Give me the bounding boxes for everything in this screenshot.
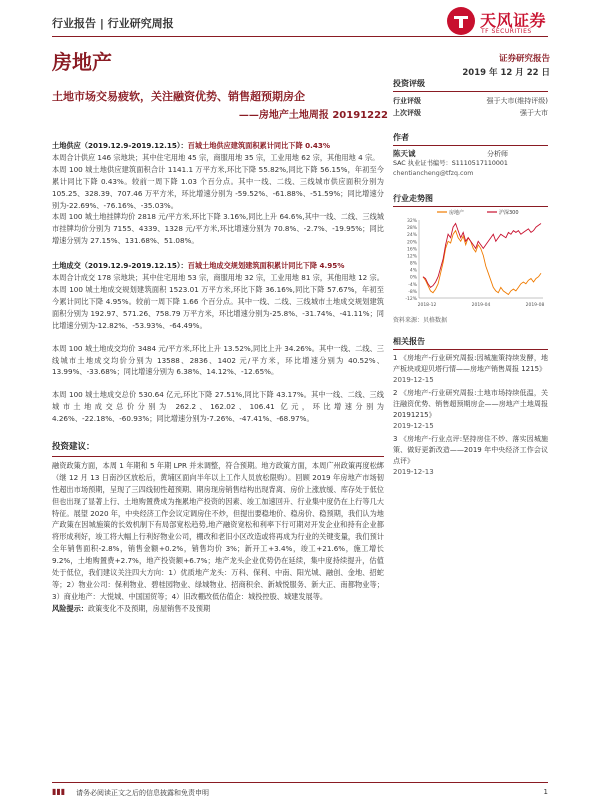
y-tick-label: 28% xyxy=(406,226,417,232)
y-tick-label: 24% xyxy=(406,233,417,239)
deal-paragraph-4: 本周 100 城土地成交总价 530.64 亿元,环比下降 27.51%,同比下降 43.17%。其中一线、二线、三线城市土地成交总价分别为 262.2、162.02、106.41 亿元，环比增速分别为 4.26%、-22.18%、-60.93%；同比增速分别为-7.26%、-47.41%、-68.97%。 xyxy=(52,390,384,424)
y-tick-label: 12% xyxy=(406,254,417,260)
logo-en: TF SECURITIES xyxy=(481,28,532,35)
report-subtitle: 土地市场交易疲软，关注融资优势、销售超预期房企 xyxy=(52,90,305,103)
deal-paragraph-2: 本周 100 城土地成交规划建筑面积 1523.01 万平方米,环比下降 36.16%,同比下降 57.67%，年初至今累计同比下降 4.95%。较前一周下降 1.66 个百分点。其中一线、二线、三线城市土地成交规划建筑面积分别为 192.97、571.26、758.79 万平方米，环比增速分别为-25.8%、-31.74%、-41.11%；同比增速分别为-12.82%、-53.93%、-64.49%。 xyxy=(52,284,384,330)
y-tick-label: 20% xyxy=(406,240,417,246)
x-tick-label: 2019-08 xyxy=(525,303,545,308)
x-tick-label: 2019-04 xyxy=(471,303,491,308)
supply-paragraph-3: 本周 100 城土地挂牌均价 2818 元/平方米,环比下降 3.16%,同比上升 64.6%,其中一线、二线、三线城市挂牌均价分别为 7155、4339、1328 元/平方米,环比增速分别为 70.8%、-2.7%、-19.95%；同比增速分别为 27.15%、131.68%、51.08%。 xyxy=(52,212,384,246)
footer-icon: ▮▮▮ xyxy=(52,787,66,796)
deal-paragraph-3: 本周 100 城土地成交均价 3484 元/平方米,环比上升 13.52%,同比上升 34.26%。其中一线、二线、三线城市土地成交均价分别为 13588、2836、1402 元/平方米，环比增速分别为 40.52%、13.99%、-33.68%；同比增速分别为 6.38%、14.12%、-12.65%。 xyxy=(52,343,384,377)
related-section xyxy=(393,336,548,480)
trend-title: 行业走势图 xyxy=(393,193,548,207)
related-list xyxy=(393,353,548,478)
page-number: 1 xyxy=(543,788,548,796)
y-tick-label: 4% xyxy=(409,268,417,274)
deal-paragraph-1: 本周合计成交 178 宗地块；其中住宅用地 53 宗，商服用地 32 宗，工业用地 81 宗，其他用地 12 宗。 xyxy=(52,273,384,283)
report-subtitle-series: ——房地产土地周报 20191222 xyxy=(238,110,388,121)
author-row xyxy=(393,149,548,159)
related-item-1[interactable]: 1 《房地产-行业研究周报:因城施策持续发酵，地产板块或迎贝塔行情——房地产销售周报 1215》 xyxy=(393,354,548,373)
author-name: 陈天诚 xyxy=(393,149,416,158)
author-section xyxy=(393,132,548,179)
header-divider xyxy=(52,36,548,37)
related-date-2: 2019-12-15 xyxy=(393,422,434,430)
rating-row xyxy=(393,95,548,107)
rating-section xyxy=(393,78,548,119)
main-content xyxy=(52,140,384,615)
related-item-3[interactable]: 3 《房地产-行业点评:坚持房住不炒、落实因城施策、做好更新改造——2019 年中央经济工作会议点评》 xyxy=(393,435,548,465)
deal-heading-highlight: 百城土地成交规划建筑面积累计同比下降 4.95% xyxy=(187,261,345,271)
y-tick-label: 0% xyxy=(409,275,417,281)
supply-heading-highlight: 百城土地供应建筑面积累计同比下降 0.43% xyxy=(187,141,331,150)
tf-logo-icon xyxy=(446,6,476,36)
report-date: 2019 年 12 月 22 日 xyxy=(462,68,550,78)
series-line-2 xyxy=(423,224,541,288)
deal-heading xyxy=(52,260,384,272)
risk-text: 政策变化不及预期，房屋销售不及预期 xyxy=(87,603,211,613)
rating-value: 强于大市(维持评级) xyxy=(486,97,548,105)
rating-title: 投资评级 xyxy=(393,78,548,92)
x-tick-label: 2018-12 xyxy=(417,303,437,308)
last-rating-row xyxy=(393,107,548,119)
legend-label-2: 沪深300 xyxy=(499,210,519,216)
related-item-2[interactable]: 2 《房地产-行业研究周报:土地市场持续低温，关注融资优势、销售超预期房企——房地产土地周报 20191215》 xyxy=(393,389,548,419)
related-date-3: 2019-12-13 xyxy=(393,468,434,476)
author-cert: SAC 执业证书编号：S1110517110001 xyxy=(393,160,508,167)
legend-label-1: 房地产 xyxy=(449,210,465,216)
y-tick-label: -12% xyxy=(405,297,417,302)
y-tick-label: -4% xyxy=(408,282,417,288)
rating-label: 行业评级 xyxy=(393,97,421,105)
invest-title: 投资建议： xyxy=(52,442,384,457)
y-tick-label: -8% xyxy=(408,289,417,295)
deal-heading-date: 土地成交（2019.12.9-2019.12.15）： xyxy=(52,261,188,271)
author-email: chentiancheng@tfzq.com xyxy=(393,170,474,177)
tf-securities-logo xyxy=(446,6,566,40)
risk-label: 风险提示： xyxy=(52,603,88,613)
supply-paragraph-1: 本周合计供应 146 宗地块；其中住宅用地 45 宗，商服用地 35 宗，工业用地 62 宗，其他用地 4 宗。 xyxy=(52,152,380,162)
footer-disclaimer: 请务必阅读正文之后的信息披露和免责申明 xyxy=(76,789,209,797)
supply-heading-date: 土地供应（2019.12.9-2019.12.15）： xyxy=(52,141,188,150)
header-left: 行业报告 | 行业研究周报 xyxy=(52,17,174,30)
trend-chart xyxy=(393,206,548,310)
last-rating-label: 上次评级 xyxy=(393,109,421,117)
chart-source: 资料来源：贝格数据 xyxy=(393,317,448,324)
related-date-1: 2019-12-15 xyxy=(393,376,434,384)
y-tick-label: 8% xyxy=(409,261,417,267)
supply-paragraph-2: 本周 100 城土地供应建筑面积合计 1141.1 万平方米,环比下降 55.82%,同比下降 56.15%，年初至今累计同比下降 0.43%。较前一周下降 1.03 个百分点。其中一线、二线、三线城市供应面积分别为 105.25、328.39、707.46 万平方米，环比增速分别为 -59.52%、-61.88%、-51.59%；同比增速分别为-22.69%、-76.16%、-35.03%。 xyxy=(52,164,384,210)
author-title: 作者 xyxy=(393,132,548,146)
footer-divider xyxy=(52,782,548,783)
risk-notice xyxy=(52,603,384,615)
last-rating-value: 强于大市 xyxy=(520,109,548,117)
supply-heading xyxy=(52,140,384,152)
invest-body: 融资政策方面，本周 1 年期和 5 年期 LPR 并未调整，符合预期。地方政策方面，本周广州政策再度松绑（继 12 月 13 日南沙区放松后，黄埔区面向半年以上工作人员放松限购）。回顾 2019 年房地产市场韧性超出市场预期，呈现了三四线韧性超预期、期房现房销售结构出现背离、房价上涨放缓、库存处于低位但也出现了显著上行、土地购置费成为拖累地产投资的因素、竣工加速回升、行业集中度仍在上行等几大特征。展望 2020 年，中央经济工作会议定调房住不炒，但提出要稳地价、稳房价、稳预期，我们认为地产政策在因城施策的长效机制下有局部宽松趋势,地产融资宽松和利率下行可期对开发企业和持有企业都将形成利好，竣工将大幅上行利好物业公司，棚改和老旧小区改造或将再成为行业的关键变量，我们预计全年销售面积-2.8%，销售金额+0.2%，销售均价 3%；新开工+3.4%，竣工+21.6%，施工增长 9.2%，土地购置费+2.7%，地产投资额+6.7%；地产龙头企业优势仍在延续，集中度持续提升，估值处于低位，我们建议关注四大方向：1）优质地产龙头：万科、保利、中南、阳光城、融创、金地、招蛇等；2）物业公司：保利物业、碧桂园物业、绿城物业、招商积余、新城悦服务、新大正、南都物业等；3）商业地产：大悦城、中国国贸等；4）旧改棚改低估值企：城投控股、城建发展等。 xyxy=(52,460,384,601)
series-line-1 xyxy=(423,231,541,295)
page-title: 房地产 xyxy=(52,50,112,74)
logo-cn: 天风证券 xyxy=(480,11,547,30)
y-tick-label: 32% xyxy=(406,219,417,224)
trend-chart-svg xyxy=(393,206,548,310)
report-type: 证券研究报告 xyxy=(498,54,550,64)
related-title: 相关报告 xyxy=(393,336,548,350)
y-tick-label: 16% xyxy=(406,247,417,253)
author-role: 分析师 xyxy=(487,150,508,158)
